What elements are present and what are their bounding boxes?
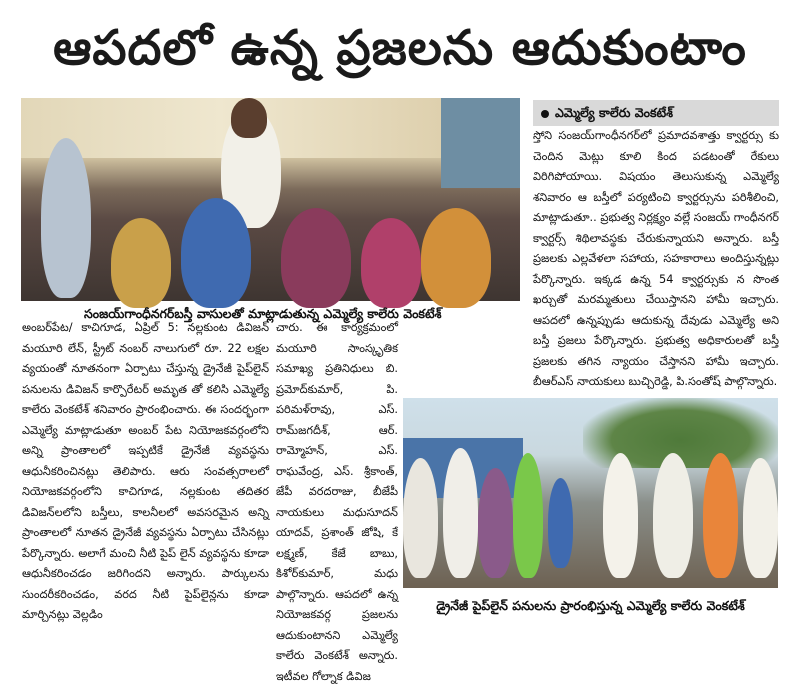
- side-heading-text: ఎమ్మెల్యే కాలేరు వెంకటేశ్: [555, 105, 674, 120]
- side-heading: [533, 100, 779, 126]
- headline: ఆపదలో ఉన్న ప్రజలను ఆదుకుంటాం: [53, 20, 747, 76]
- side-article-body: స్తోని సంజయ్‌గాంధీనగర్‌లో ప్రమాదవశాత్తు క్వార్టర్సు కు చెందిన మెట్లు కూలి కింద పడటంతో రేకులు విరిగిపోయాయి. విషయం తెలుసుకున్న ఎమ్మెల్యే శనివారం ఆ బస్తీలో పర్యటించి క్వార్టర్సును పరిశీలించి, మాట్లాడుతూ.. ప్రభుత్వ నిర్లక్ష్యం వల్లే సంజయ్ గాంధీనగర్ క్వార్టర్స్ శిథిలావస్థకు చేరుకున్నాయని అన్నారు. బస్తీ ప్రజలకు ఎల్లవేళలా సహాయ, సహకారాలు అందిస్తున్నట్లు పేర్కొన్నారు. ఇక్కడ ఉన్న 54 క్వార్టర్సుకు న సొంత ఖర్చుతో మరమ్మతులు చేయిస్తానని హామీ ఇచ్చారు. ఆపదలో ఉన్నప్పుడు ఆదుకున్న దేవుడు ఎమ్మెల్యే అని బస్తీ ప్రజలు పేర్కొన్నారు. ప్రభుత్వ అధికారులతో బస్తీ ప్రజలకు తగిన న్యాయం చేస్తానని హామీ ఇచ్చారు. బీఆర్ఎస్ నాయకులు బుచ్చిరెడ్డి, పి.సంతోష్ పాల్గొన్నారు.: [533, 129, 779, 388]
- photo2-caption: డ్రైనేజీ పైప్‌లైన్ పనులను ప్రారంభిస్తున్న ఎమ్మెల్యే కాలేరు వెంకటేశ్: [436, 598, 745, 613]
- inauguration-photo: [403, 398, 778, 588]
- article-column-left: అంబర్‌పేట/ కాచిగూడ, ఏప్రిల్ 5: నల్లకుంట డివిజన్ మయూరి లేన్, స్ట్రీట్ నంబర్ నాలుగులో రూ. 22 లక్షల వ్యయంతో నూతనంగా ఏర్పాటు చేస్తున్న డ్రైనేజీ పైప్‌లైన్ పనులను డివిజన్ కార్పొరేటర్ అమృత తో కలిసి ఎమ్మెల్యే కాలేరు వెంకటేశ్ శనివారం ప్రారంభించారు. ఈ సందర్భంగా ఎమ్మెల్యే మాట్లాడుతూ అంబర్ పేట నియోజకవర్గంలోని అన్ని ప్రాంతాలలో ఇప్పటికే డ్రైనేజీ వ్యవస్థను ఆధునీకరించినట్లు తెలిపారు. ఆరు సంవత్సరాలలో నియోజకవర్గంలోని కాచిగూడ, నల్లకుంట తదితర డివిజన్‌లలోని బస్తీలు, కాలనీలలో అవసరమైన అన్ని ప్రాంతాలలో నూతన డ్రైనేజీ వ్యవస్థను ఏర్పాటు చేసినట్లు పేర్కొన్నారు. అలాగే మంచి నీటి పైప్ లైన్ వ్యవస్థను కూడా ఆధునీకరించడం జరిగిందని అన్నారు. పార్కులను సుందరీకరించడం, వరద నీటి పైప్‌లైన్లను కూడా మార్చినట్లు వెల్లడిం: [22, 321, 269, 621]
- crowd-photo: [21, 98, 520, 301]
- photo1-caption: సంజయ్‌గాంధీనగర్‌బస్తీ వాసులతో మాట్లాడుతున్న ఎమ్మెల్యే కాలేరు వెంకటేశ్: [84, 306, 442, 321]
- bullet-icon: [541, 110, 549, 118]
- article-column-middle: చారు. ఈ కార్యక్రమంలో మయూరి సాంస్కృతిక సమాఖ్య ప్రతినిధులు బి. ప్రమోద్‌కుమార్, పి. పరిమళ్‌రావు, ఎస్. రామ్‌జగదీశ్, ఆర్. రామ్మోహన్, ఎస్. రాఘవేంద్ర, ఎస్. శ్రీకాంత్, జేపీ వరదరాజు, బీజేపీ నాయకులు మధుసూదన్ యాదవ్, ప్రశాంత్ జోషి, కే లక్ష్మణ్, కేజే బాబు, కిశోర్‌కుమార్, మధు పాల్గొన్నారు. ఆపదలో ఉన్న నియోజకవర్గ ప్రజలను ఆదుకుంటానని ఎమ్మెల్యే కాలేరు వెంకటేశ్ అన్నారు. ఇటీవల గోల్నాక డివిజ: [276, 321, 398, 683]
